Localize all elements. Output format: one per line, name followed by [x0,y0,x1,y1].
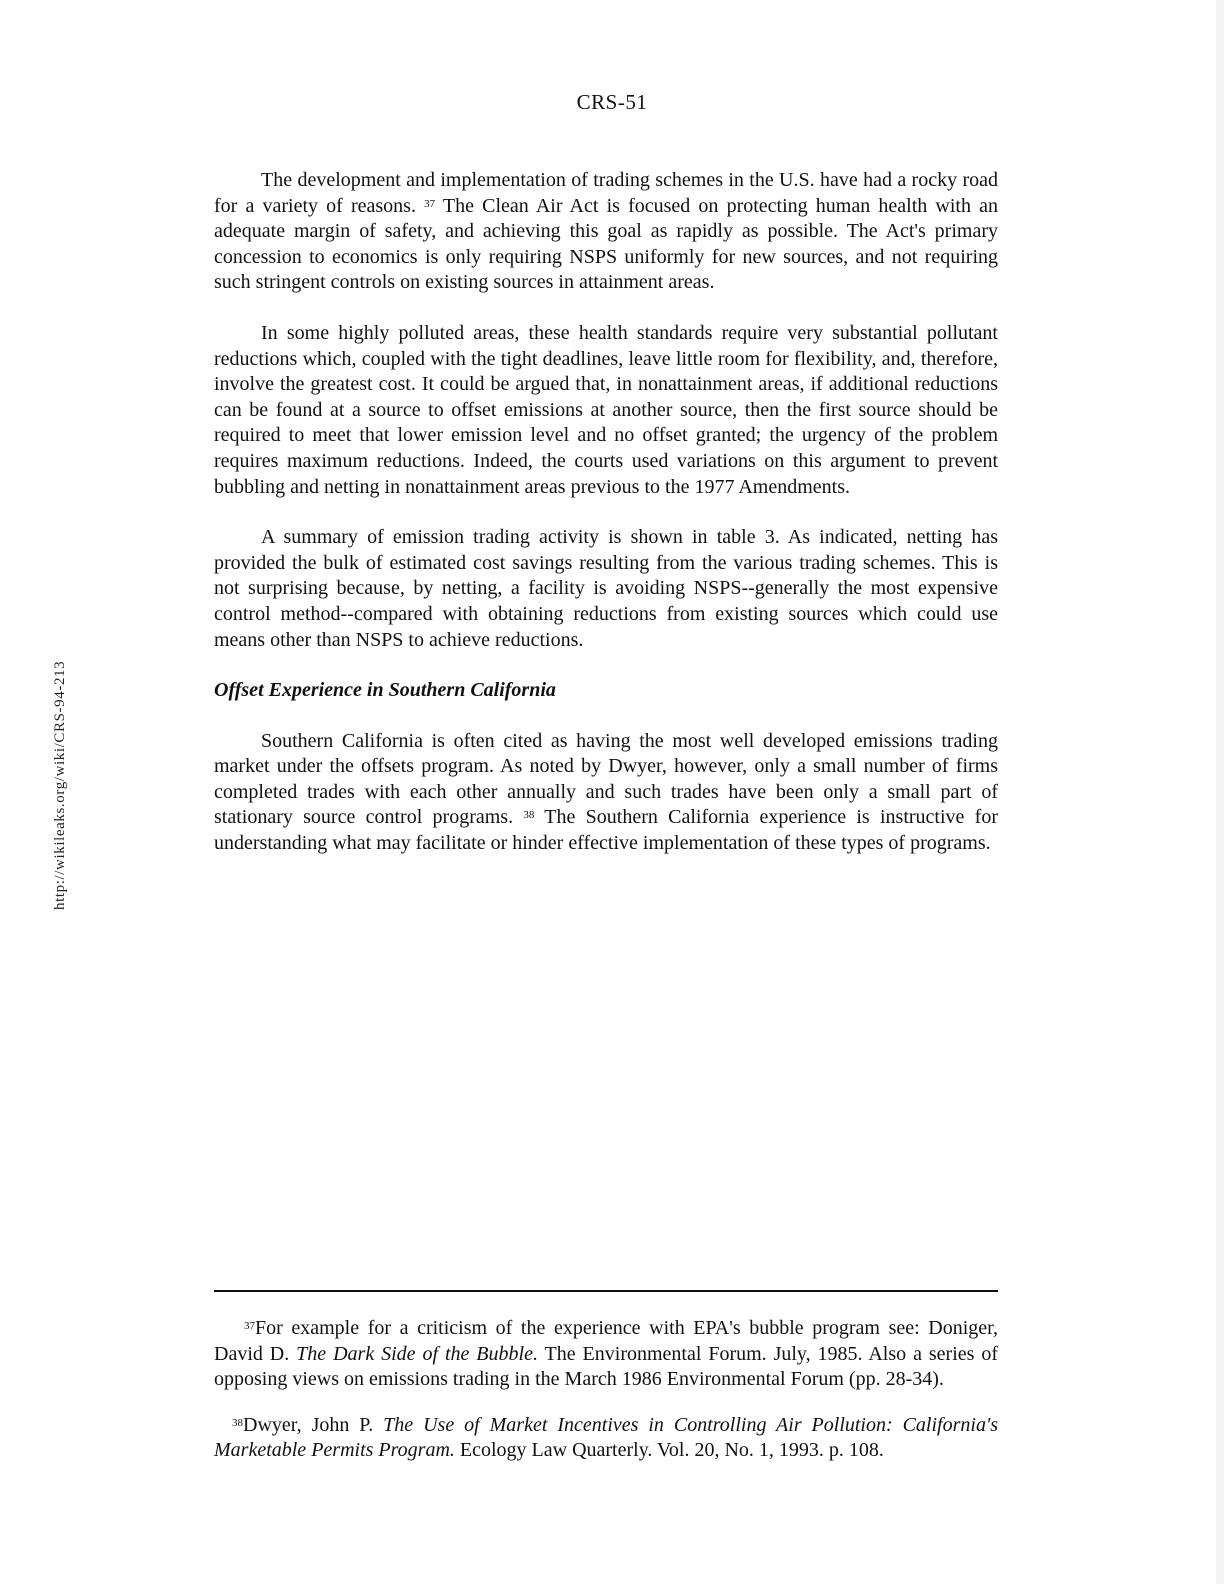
paragraph-text: The Clean Air Act is focused on protecting human health with an adequate margin of safety, and achieving this goal as rapidly as possible. The Act's primary concession to economics is only requiring NSPS uniformly for new sources, and not requiring such stringent controls on existing sources in attainment areas. [214,194,998,294]
footnote-text: Ecology Law Quarterly. Vol. 20, No. 1, 1993. p. 108. [454,1439,884,1462]
footnotes [214,1316,998,1484]
footnote-divider [214,1290,998,1292]
paragraph-southern-california [214,729,998,857]
paragraph-text: The development and implementation of trading schemes in the U.S. have had a rocky road for a variety of reasons. [214,169,998,217]
footnote-text: Dwyer, John P. [243,1413,384,1436]
paragraph-emission-trading-summary: A summary of emission trading activity is shown in table 3. As indicated, netting has provided the bulk of estimated cost savings resulting from the various trading schemes. This is not surprising because, by netting, a facility is avoiding NSPS--generally the most expensive control method--compared with obtaining reductions from existing sources which could use means other than NSPS to achieve reductions. [214,526,998,651]
paragraph-text: The Southern California experience is instructive for understanding what may facilitate or hinder effective implementation of these types of programs. [214,806,998,855]
footnote-text: For example for a criticism of the experience with EPA's bubble program see: Doniger, David D. [214,1317,998,1365]
footnote-number: 38 [232,1416,243,1429]
footnote-title: The Use of Market Incentives in Controlling Air Pollution: California's Marketable Permits Program. [214,1413,999,1462]
footnote-ref-37[interactable]: 37 [424,197,436,210]
paragraph-text: Southern California is often cited as having the most well developed emissions trading market under the offsets program. As noted by Dwyer, however, only a small number of firms completed trades with each other annually and such trades have been only a small part of stationary source control programs. [214,729,998,829]
side-watermark-url: http://wikileaks.org/wiki/CRS-94-213 [52,660,68,910]
footnote-text: The Environmental Forum. July, 1985. Also a series of opposing views on emissions trading in the March 1986 Environmental Forum (pp. 28-34). [214,1342,998,1391]
page-number: CRS-51 [576,90,648,114]
page-edge-shadow [1216,0,1224,1584]
paragraph-polluted-areas: In some highly polluted areas, these health standards require very substantial pollutant reductions which, coupled with the tight deadlines, leave little room for flexibility, and, therefore, involve the greatest cost. It could be argued that, in nonattainment areas, if additional reductions can be found at a source to offset emissions at another source, then the first source should be required to meet that lower emission level and no offset granted; the urgency of the problem requires maximum reductions. Indeed, the courts used variations on this argument to prevent bubbling and netting in nonattainment areas previous to the 1977 Amendments. [214,321,998,498]
body-text [214,168,998,882]
section-heading: Offset Experience in Southern California [214,679,556,702]
footnote-37 [214,1316,998,1393]
footnote-title: The Dark Side of the Bubble. [296,1342,538,1365]
paragraph-trading-schemes [214,168,998,296]
footnote-38 [214,1413,998,1464]
footnote-number: 37 [244,1320,255,1332]
footnote-ref-38[interactable]: 38 [523,809,535,822]
